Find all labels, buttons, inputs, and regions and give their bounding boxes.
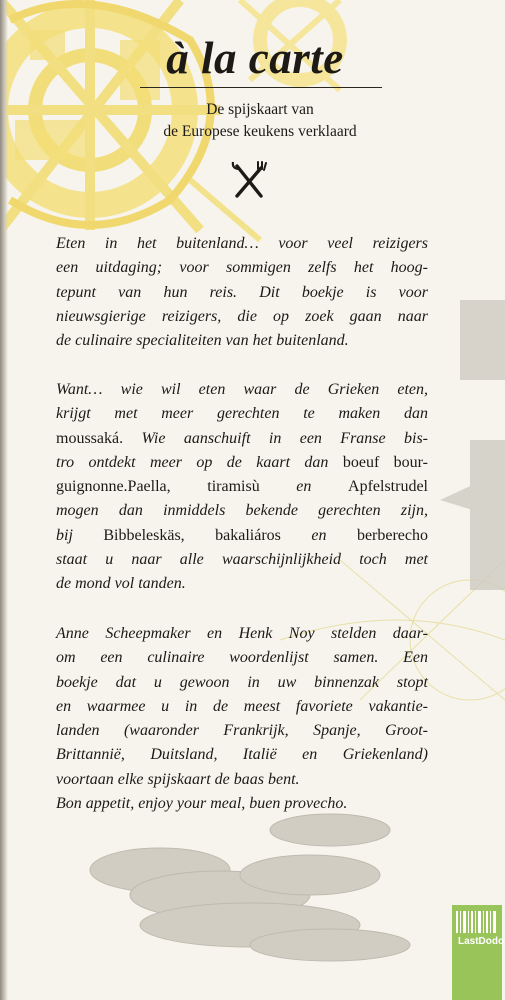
text-line: om een culinaire woordenlijst samen. Een xyxy=(56,649,428,667)
text-fragment: en xyxy=(259,478,349,496)
intro-paragraph xyxy=(56,232,428,353)
text-fragment: en xyxy=(280,526,357,544)
dish-name: Apfelstrudel xyxy=(348,478,428,496)
text-line: boekje dat u gewoon in uw binnenzak stopt xyxy=(56,673,428,691)
grey-engraving-right xyxy=(440,300,505,590)
text-fragment: bij xyxy=(56,526,104,544)
title-divider xyxy=(140,87,382,88)
text-line: Brittannië, Duitsland, Italië en Griekenland) xyxy=(56,746,428,764)
text-fragment: tro ontdekt meer op de kaart dan xyxy=(56,453,329,471)
text-line: Bon appetit, enjoy your meal, buen provecho. xyxy=(56,795,348,813)
text-line: Eten in het buitenland… voor veel reizigers xyxy=(56,235,428,252)
barcode-badge xyxy=(452,905,505,1000)
authors-paragraph xyxy=(56,622,428,816)
text-line: mogen dan inmiddels bekende gerechten zijn, xyxy=(56,502,428,520)
text-line: de mond vol tanden. xyxy=(56,575,186,593)
dish-name: berberecho xyxy=(356,526,428,544)
fish-engraving xyxy=(90,814,410,961)
text-line xyxy=(56,451,428,475)
text-fragment: Wie aanschuift in een Franse bis- xyxy=(123,429,428,447)
cover-title: à la carte xyxy=(166,33,344,83)
text-line: staat u naar alle waarschijnlijkheid toch met xyxy=(56,551,428,569)
text-line xyxy=(56,475,428,499)
text-line: landen (waaronder Frankrijk, Spanje, Groot- xyxy=(56,722,428,740)
text-line: nieuwsgierige reizigers, die op zoek gaan naar xyxy=(56,307,428,325)
text-line: Want… wie wil eten waar de Grieken eten, xyxy=(56,381,428,398)
text-line xyxy=(56,427,428,451)
text-line: een uitdaging; voor sommigen zelfs het hoog- xyxy=(56,259,428,277)
dish-name: Bibbeleskäs, bakaliáros xyxy=(103,526,281,544)
text-line: voortaan elke spijskaart de baas bent. xyxy=(56,770,300,788)
text-line: tepunt van hun reis. Dit boekje is voor xyxy=(56,283,428,301)
fork-knife-icon xyxy=(231,160,267,200)
dish-name: Paella, tiramisù xyxy=(127,478,260,496)
dish-name: guignonne. xyxy=(56,478,128,496)
dish-name: boeuf bour- xyxy=(328,453,429,471)
book-spine-edge xyxy=(0,0,8,1000)
subtitle-line-1: De spijskaart van xyxy=(206,101,314,118)
dishes-paragraph xyxy=(56,378,428,597)
watermark-label: LastDodo xyxy=(458,936,505,947)
dish-name: moussaká. xyxy=(56,429,124,447)
cover-subtitle xyxy=(110,99,410,143)
text-line: en waarmee u in de meest favoriete vakantie- xyxy=(56,697,428,715)
text-line xyxy=(56,524,428,548)
subtitle-line-2: de Europese keukens verklaard xyxy=(163,123,357,140)
text-line: Anne Scheepmaker en Henk Noy stelden daar- xyxy=(56,625,428,642)
text-line: krijgt met meer gerechten te maken dan xyxy=(56,405,428,423)
text-line: de culinaire specialiteiten van het buitenland. xyxy=(56,332,349,350)
